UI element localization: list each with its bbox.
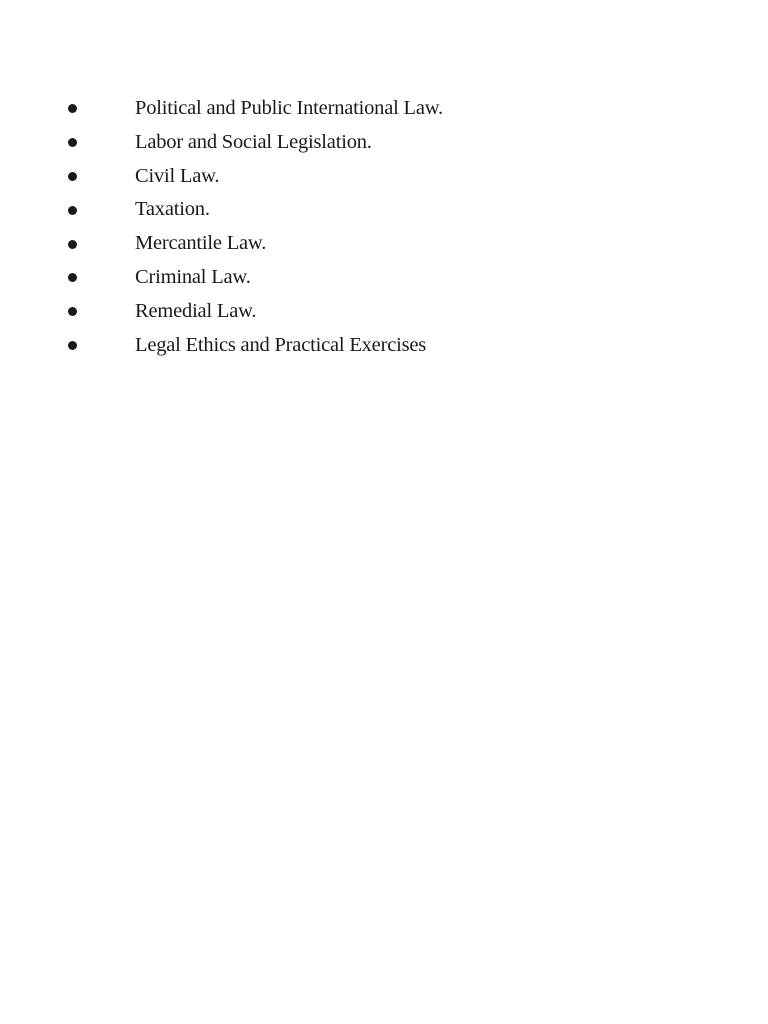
list-item-text: Legal Ethics and Practical Exercises	[135, 333, 427, 356]
list-item-text: Civil Law.	[135, 164, 220, 187]
list-item-text: Remedial Law.	[135, 299, 257, 322]
bullet-dot-icon	[66, 341, 135, 350]
list-item	[66, 160, 706, 194]
bullet-dot-icon	[66, 138, 135, 147]
list-item-text: Labor and Social Legislation.	[135, 130, 372, 153]
list-item-text: Taxation.	[135, 198, 210, 221]
list-item-text: Mercantile Law.	[135, 232, 267, 255]
bullet-dot-icon	[66, 307, 135, 316]
list-item	[66, 295, 706, 329]
bullet-dot-icon	[66, 104, 135, 113]
list-item	[66, 193, 706, 227]
bullet-dot-icon	[66, 240, 135, 249]
list-item	[66, 227, 706, 261]
list-item	[66, 329, 706, 363]
subject-list	[66, 92, 706, 362]
list-item-text: Criminal Law.	[135, 265, 251, 288]
bullet-dot-icon	[66, 172, 135, 181]
list-item	[66, 261, 706, 295]
list-item	[66, 92, 706, 126]
bullet-dot-icon	[66, 206, 135, 215]
list-item-text: Political and Public International Law.	[135, 97, 443, 119]
list-item	[66, 126, 706, 160]
bullet-dot-icon	[66, 273, 135, 282]
